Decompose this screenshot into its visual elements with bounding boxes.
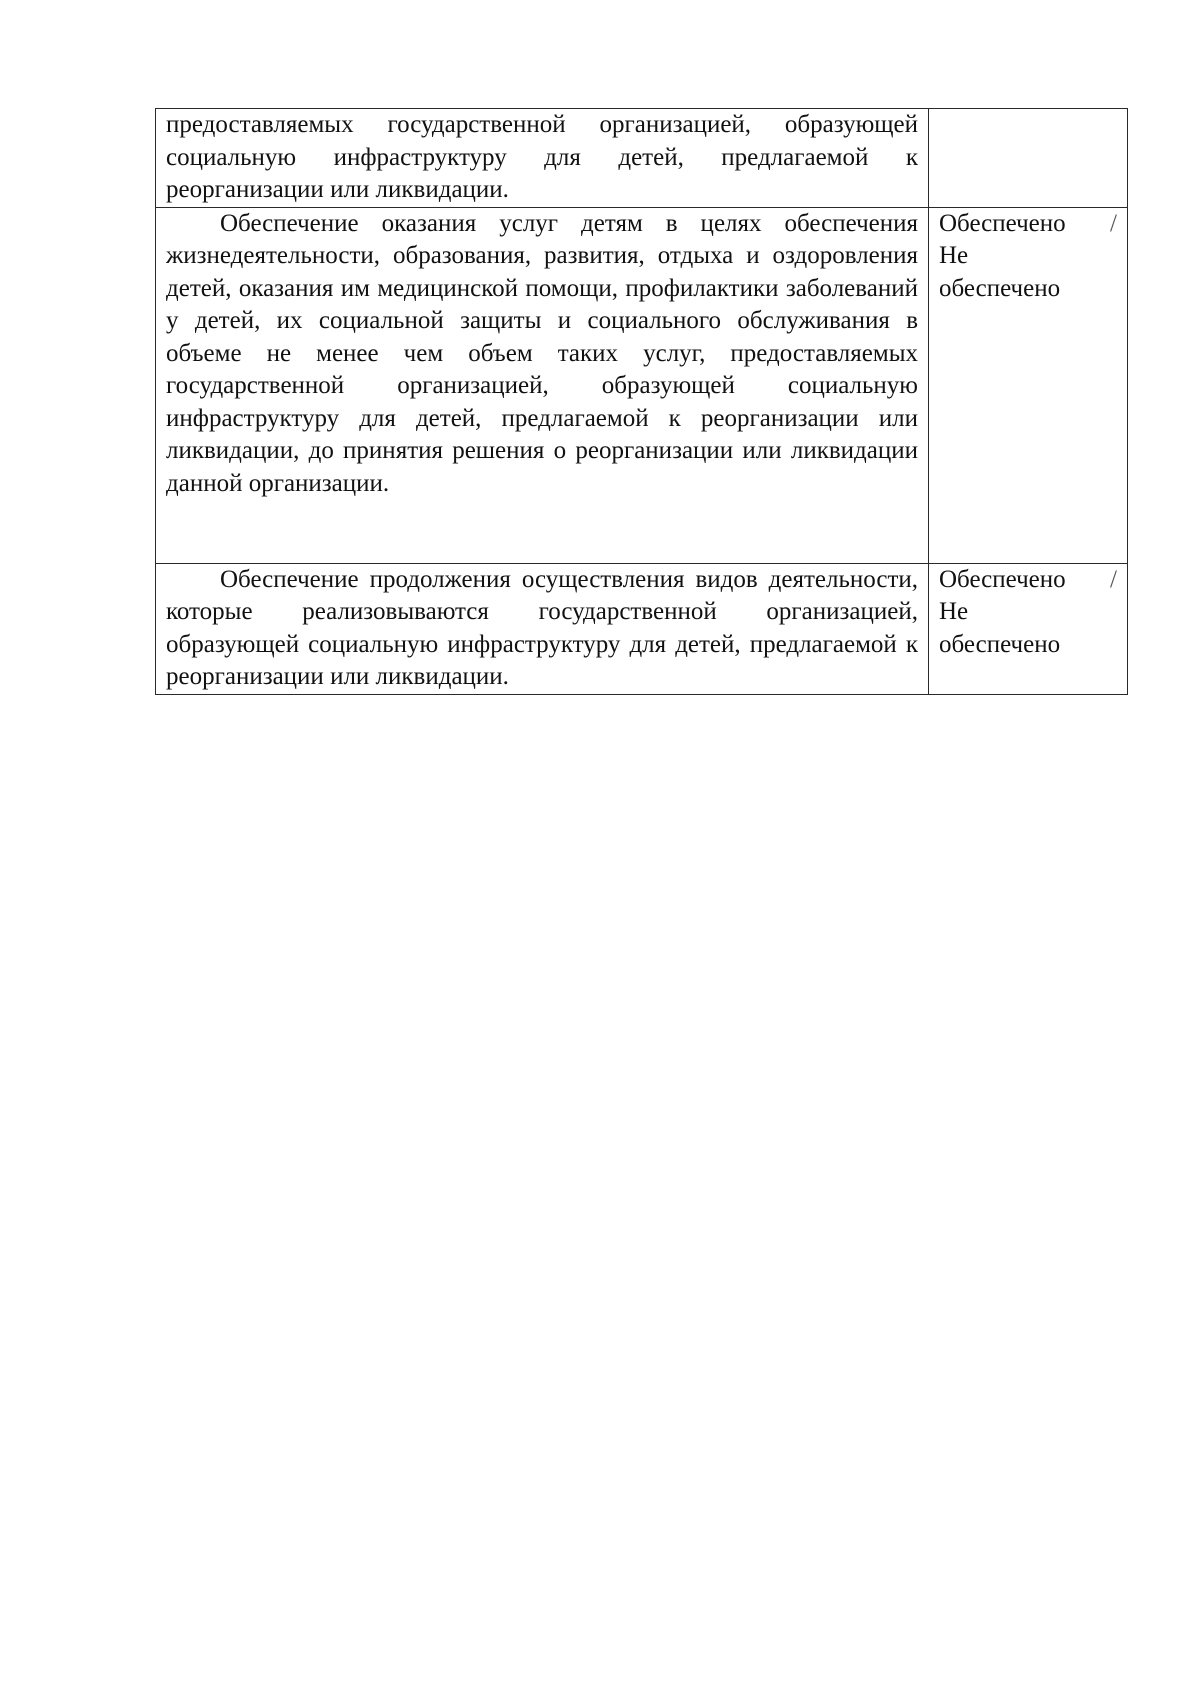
status-option-not-provided: обеспечено: [939, 630, 1061, 658]
criterion-description: Обеспечение продолжения осуществления видов деятельности, которые реализовываются государственной организацией, образующей социальную инфраструктуру для детей, предлагаемой к реорганизации или ликвидации.: [156, 563, 929, 694]
status-option-line: [939, 564, 1117, 597]
status-option-not-provided: обеспечено: [939, 274, 1061, 302]
table-row: [156, 563, 1128, 694]
status-separator: /: [1110, 209, 1117, 237]
criteria-table: [155, 108, 1128, 695]
criterion-status: [929, 563, 1128, 694]
status-option-not-word: Не: [939, 242, 969, 269]
status-separator: /: [1110, 565, 1117, 593]
table-row: [156, 109, 1128, 208]
criterion-status-empty: [929, 109, 1128, 208]
status-option-provided: Обеспечено: [939, 565, 1066, 593]
table-row: [156, 207, 1128, 563]
criterion-description: предоставляемых государственной организацией, образующей социальную инфраструктуру для детей, предлагаемой к реорганизации или ликвидации.: [156, 109, 929, 208]
status-option-not-word: Не: [939, 598, 969, 625]
criterion-status: [929, 207, 1128, 563]
criterion-description: Обеспечение оказания услуг детям в целях обеспечения жизнедеятельности, образования, развития, отдыха и оздоровления детей, оказания им медицинской помощи, профилактики заболеваний у детей, их социальной защиты и социального обслуживания в объеме не менее чем объем таких услуг, предоставляемых государственной организацией, образующей социальную инфраструктуру для детей, предлагаемой к реорганизации или ликвидации, до принятия решения о реорганизации или ликвидации данной организации.: [156, 207, 929, 563]
status-option-line: [939, 208, 1117, 241]
status-option-provided: Обеспечено: [939, 209, 1066, 237]
